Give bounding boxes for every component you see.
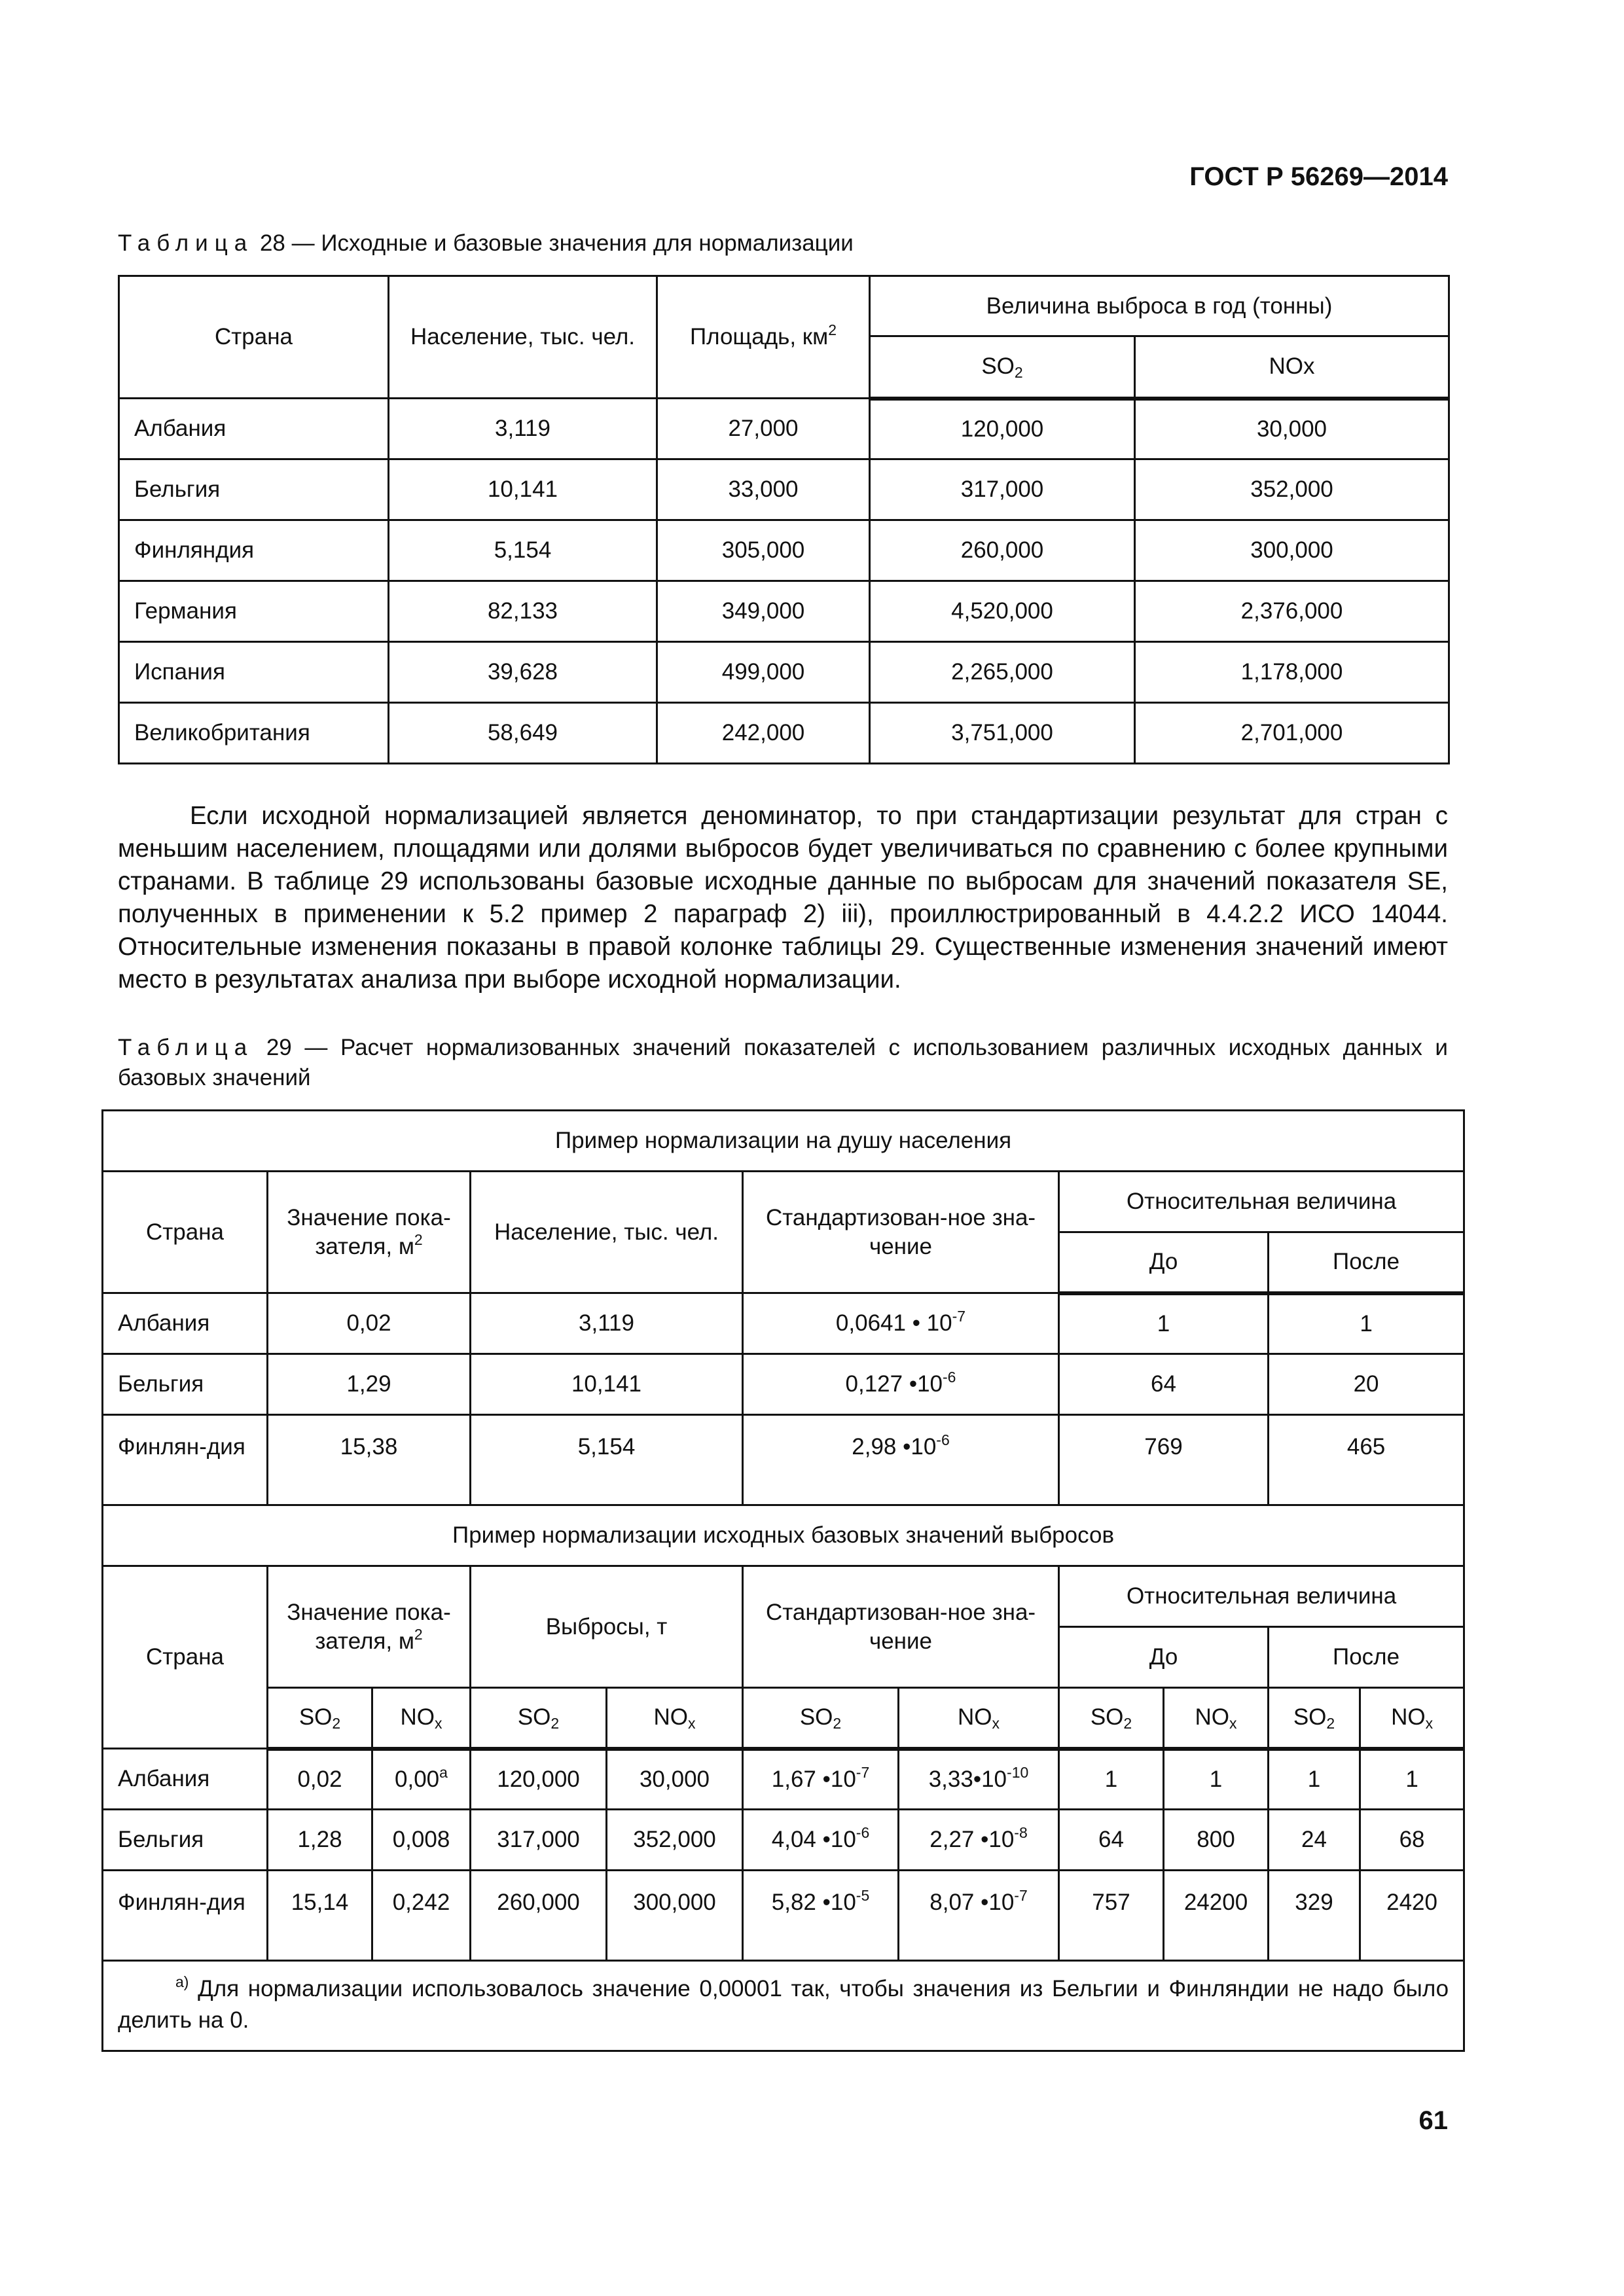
t29-sec2-header-emissions: Выбросы, т — [471, 1566, 743, 1688]
t28-cell-country: Финляндия — [119, 520, 389, 581]
t29-sec2-cell-b-so2: 64 — [1059, 1810, 1164, 1871]
nox-label-sub: x — [688, 1715, 696, 1732]
t28-cell-country: Испания — [119, 642, 389, 703]
t29-sec2-cell-b-nox: 1 — [1164, 1749, 1269, 1810]
t28-cell-population: 39,628 — [389, 642, 657, 703]
t29-sec2-cell-s-so2 — [743, 1871, 899, 1961]
t28-cell-population: 10,141 — [389, 459, 657, 520]
nox-label-sub: x — [1229, 1715, 1237, 1732]
t29-sec2-subheader-nox — [899, 1688, 1059, 1749]
so2-label-sub: 2 — [1123, 1715, 1132, 1732]
t28-header-so2 — [870, 336, 1135, 399]
t29-sec2-cell-v-so2: 15,14 — [268, 1871, 372, 1961]
t29-sec2-cell-e-nox: 300,000 — [607, 1871, 743, 1961]
t28-header-nox: NOx — [1135, 336, 1449, 399]
table28-caption-label: Таблица — [118, 230, 254, 256]
t29-sec2-cell-a-so2: 24 — [1269, 1810, 1360, 1871]
t29-sec2-header-country: Страна — [103, 1566, 268, 1749]
t29-sec1-cell-std — [743, 1293, 1059, 1354]
t29-sec2-cell-a-nox: 1 — [1360, 1749, 1464, 1810]
t29-sec2-cell-s-nox — [899, 1871, 1059, 1961]
t29-sec2-header-before: До — [1059, 1627, 1269, 1688]
footnote-ref: a — [439, 1763, 448, 1781]
nox-label: NO — [653, 1704, 688, 1731]
t29-sec1-title: Пример нормализации на душу населения — [103, 1111, 1464, 1172]
so2-label: SO — [1090, 1704, 1124, 1731]
t29-sec1-cell-std — [743, 1354, 1059, 1415]
t29-sec1-header-value-text: Значение пока-зателя, м — [287, 1204, 451, 1259]
s-so2-exp: -5 — [856, 1887, 870, 1904]
so2-label: SO — [298, 1704, 333, 1731]
t28-cell-nox: 30,000 — [1135, 399, 1449, 459]
t28-cell-population: 3,119 — [389, 399, 657, 459]
t29-sec2-header-rel: Относительная величина — [1059, 1566, 1464, 1627]
t29-sec2-subheader-so2 — [471, 1688, 607, 1749]
t29-sec1-header-value-sup: 2 — [414, 1230, 423, 1248]
t29-sec1-cell-after: 1 — [1269, 1293, 1464, 1354]
t29-sec2-cell-a-nox: 68 — [1360, 1810, 1464, 1871]
t29-sec2-cell-a-so2: 329 — [1269, 1871, 1360, 1961]
v-nox-text: 0,00 — [395, 1766, 440, 1792]
t28-cell-nox: 2,701,000 — [1135, 703, 1449, 764]
t29-sec1-header-country: Страна — [103, 1172, 268, 1293]
t29-sec1-header-rel: Относительная величина — [1059, 1172, 1464, 1232]
so2-label: SO — [517, 1704, 551, 1731]
t29-sec2-cell-country: Бельгия — [103, 1810, 268, 1871]
t29-sec2-subheader-so2 — [743, 1688, 899, 1749]
t29-sec1-cell-population: 3,119 — [471, 1293, 743, 1354]
t29-sec1-std-exp: -6 — [943, 1369, 956, 1386]
t29-sec2-header-value — [268, 1566, 471, 1688]
t29-sec1-cell-population: 5,154 — [471, 1415, 743, 1505]
t29-sec1-header-value — [268, 1172, 471, 1293]
footnote-text: Для нормализации использовалось значение 0,00001 так, чтобы значения из Бельгии и Финляндии не надо было делить на 0. — [118, 1976, 1449, 2033]
t29-sec2-cell-v-nox — [372, 1749, 471, 1810]
t28-cell-area: 33,000 — [657, 459, 870, 520]
t29-sec2-cell-e-so2: 260,000 — [471, 1871, 607, 1961]
t29-sec2-header-after: После — [1269, 1627, 1464, 1688]
table29-caption — [118, 1033, 1448, 1093]
t29-sec1-cell-after: 20 — [1269, 1354, 1464, 1415]
t28-cell-so2: 4,520,000 — [870, 581, 1135, 642]
s-nox-exp: -8 — [1014, 1824, 1028, 1841]
t29-sec1-std-exp: -6 — [936, 1431, 950, 1448]
s-so2-exp: -6 — [856, 1824, 870, 1841]
t29-sec1-std-text: 2,98 •10 — [852, 1434, 937, 1460]
t28-cell-nox: 352,000 — [1135, 459, 1449, 520]
t29-sec1-cell-std — [743, 1415, 1059, 1505]
s-nox-exp: -10 — [1007, 1763, 1029, 1781]
t29-sec2-subheader-so2 — [1269, 1688, 1360, 1749]
t29-sec1-std-text: 0,0641 • 10 — [835, 1310, 952, 1336]
s-so2-text: 5,82 •10 — [771, 1890, 856, 1915]
t29-sec2-header-value-text: Значение пока-зателя, м — [287, 1599, 451, 1654]
nox-label-sub: x — [992, 1715, 1000, 1732]
t29-sec2-subheader-so2 — [268, 1688, 372, 1749]
nox-label: NO — [400, 1704, 435, 1731]
s-nox-exp: -7 — [1014, 1887, 1028, 1904]
t29-sec1-std-exp: -7 — [952, 1308, 966, 1325]
t29-sec1-header-after: После — [1269, 1232, 1464, 1293]
t29-sec1-cell-country: Финлян-дия — [103, 1415, 268, 1505]
t29-sec1-cell-before: 769 — [1059, 1415, 1269, 1505]
table-row — [119, 581, 1449, 642]
t29-sec1-cell-after: 465 — [1269, 1415, 1464, 1505]
t29-sec2-cell-e-so2: 120,000 — [471, 1749, 607, 1810]
t28-cell-area: 242,000 — [657, 703, 870, 764]
s-nox-text: 8,07 •10 — [929, 1890, 1015, 1915]
t29-sec2-subheader-nox — [1164, 1688, 1269, 1749]
t29-sec1-cell-value: 1,29 — [268, 1354, 471, 1415]
t29-sec2-cell-e-nox: 352,000 — [607, 1810, 743, 1871]
so2-label-sub: 2 — [833, 1715, 842, 1732]
t29-sec1-cell-before: 64 — [1059, 1354, 1269, 1415]
t29-sec1-cell-before: 1 — [1059, 1293, 1269, 1354]
s-so2-text: 4,04 •10 — [771, 1827, 856, 1852]
nox-label: NO — [958, 1704, 992, 1731]
t29-sec1-cell-country: Бельгия — [103, 1354, 268, 1415]
t28-cell-area: 27,000 — [657, 399, 870, 459]
t29-sec1-std-text: 0,127 •10 — [845, 1371, 943, 1397]
table-row — [103, 1871, 1464, 1961]
t29-sec2-cell-s-nox — [899, 1749, 1059, 1810]
t29-sec1-cell-country: Албания — [103, 1293, 268, 1354]
t29-sec1-header-population: Население, тыс. чел. — [471, 1172, 743, 1293]
t28-cell-population: 58,649 — [389, 703, 657, 764]
t28-cell-so2: 260,000 — [870, 520, 1135, 581]
table-row — [103, 1749, 1464, 1810]
nox-label-sub: x — [1425, 1715, 1434, 1732]
t28-header-area-sup: 2 — [828, 321, 837, 338]
s-nox-text: 2,27 •10 — [929, 1827, 1015, 1852]
t28-cell-country: Албания — [119, 399, 389, 459]
t29-sec1-cell-value: 15,38 — [268, 1415, 471, 1505]
s-so2-exp: -7 — [856, 1763, 870, 1781]
table-row — [103, 1810, 1464, 1871]
document-code: ГОСТ Р 56269—2014 — [1189, 162, 1448, 191]
table28-caption — [118, 228, 1448, 259]
t29-sec2-cell-e-nox: 30,000 — [607, 1749, 743, 1810]
t29-sec2-header-value-sup: 2 — [414, 1625, 423, 1643]
t28-header-so2-sub: 2 — [1014, 364, 1023, 382]
t29-sec2-cell-s-nox — [899, 1810, 1059, 1871]
t28-cell-so2: 2,265,000 — [870, 642, 1135, 703]
t28-cell-country: Германия — [119, 581, 389, 642]
t28-cell-nox: 300,000 — [1135, 520, 1449, 581]
t29-sec2-cell-a-so2: 1 — [1269, 1749, 1360, 1810]
t29-sec1-header-before: До — [1059, 1232, 1269, 1293]
table29-caption-text: 29 — Расчет нормализованных значений показателей с использованием различных исходных данных и базовых значений — [118, 1035, 1448, 1090]
table29-caption-label: Таблица — [118, 1035, 254, 1060]
t29-sec1-header-std: Стандартизован-ное зна-чение — [743, 1172, 1059, 1293]
t28-header-emission: Величина выброса в год (тонны) — [870, 276, 1449, 336]
t29-sec2-cell-v-so2: 1,28 — [268, 1810, 372, 1871]
t29-sec2-subheader-nox — [1360, 1688, 1464, 1749]
s-nox-text: 3,33•10 — [928, 1766, 1007, 1792]
t28-header-area-text: Площадь, км — [690, 324, 829, 350]
table28-caption-text: 28 — Исходные и базовые значения для нормализации — [259, 230, 854, 256]
t29-sec2-title: Пример нормализации исходных базовых значений выбросов — [103, 1505, 1464, 1566]
t28-cell-nox: 2,376,000 — [1135, 581, 1449, 642]
t29-sec1-cell-value: 0,02 — [268, 1293, 471, 1354]
t28-cell-area: 349,000 — [657, 581, 870, 642]
body-paragraph: Если исходной нормализацией является деноминатор, то при стандартизации результат для стран с меньшим населением, площадями или долями выбросов будет увеличиваться по сравнению с более крупными странами. В таблице 29 использованы базовые исходные данные по выбросам для значений показателя SE, полученных в применении к 5.2 пример 2 параграф 2) iii), проиллюстрированный в 4.4.2.2 ИСО 14044. Относительные изменения показаны в правой колонке таблицы 29. Существенные изменения значений имеют место в результатах анализа при выборе исходной нормализации. — [118, 802, 1448, 994]
t28-cell-population: 5,154 — [389, 520, 657, 581]
table-row — [119, 520, 1449, 581]
t28-cell-country: Великобритания — [119, 703, 389, 764]
t29-sec2-cell-v-nox: 0,008 — [372, 1810, 471, 1871]
t28-cell-nox: 1,178,000 — [1135, 642, 1449, 703]
t28-cell-area: 305,000 — [657, 520, 870, 581]
page-number: 61 — [1418, 2106, 1448, 2135]
table-row — [119, 399, 1449, 459]
table-row — [119, 703, 1449, 764]
t28-cell-so2: 120,000 — [870, 399, 1135, 459]
table-29 — [101, 1109, 1465, 2052]
t28-cell-area: 499,000 — [657, 642, 870, 703]
table-row — [103, 1293, 1464, 1354]
t29-sec2-cell-country: Финлян-дия — [103, 1871, 268, 1961]
s-so2-text: 1,67 •10 — [771, 1766, 856, 1792]
t29-sec1-cell-population: 10,141 — [471, 1354, 743, 1415]
t29-sec2-cell-b-so2: 757 — [1059, 1871, 1164, 1961]
t29-sec2-cell-b-nox: 24200 — [1164, 1871, 1269, 1961]
nox-label: NO — [1195, 1704, 1229, 1731]
t28-cell-so2: 3,751,000 — [870, 703, 1135, 764]
so2-label-sub: 2 — [332, 1715, 341, 1732]
t29-sec2-subheader-nox — [372, 1688, 471, 1749]
t29-sec2-cell-s-so2 — [743, 1749, 899, 1810]
t28-cell-country: Бельгия — [119, 459, 389, 520]
t28-header-country: Страна — [119, 276, 389, 399]
nox-label: NO — [1391, 1704, 1426, 1731]
table-row — [119, 459, 1449, 520]
table-row — [103, 1415, 1464, 1505]
t29-sec2-header-std: Стандартизован-ное зна-чение — [743, 1566, 1059, 1688]
t29-sec2-cell-b-so2: 1 — [1059, 1749, 1164, 1810]
nox-label-sub: x — [435, 1715, 442, 1732]
so2-label-sub: 2 — [1326, 1715, 1335, 1732]
t28-header-population: Население, тыс. чел. — [389, 276, 657, 399]
t29-sec2-cell-a-nox: 2420 — [1360, 1871, 1464, 1961]
table-row — [119, 642, 1449, 703]
t29-sec2-cell-b-nox: 800 — [1164, 1810, 1269, 1871]
t28-cell-population: 82,133 — [389, 581, 657, 642]
so2-label-sub: 2 — [550, 1715, 560, 1732]
t29-sec2-cell-country: Албания — [103, 1749, 268, 1810]
table-28 — [118, 275, 1450, 764]
t28-cell-so2: 317,000 — [870, 459, 1135, 520]
t29-sec2-cell-v-nox: 0,242 — [372, 1871, 471, 1961]
t28-header-so2-text: SO — [981, 353, 1015, 380]
so2-label: SO — [1293, 1704, 1327, 1731]
t29-sec2-subheader-so2 — [1059, 1688, 1164, 1749]
footnote-mark: a) — [175, 1973, 189, 1990]
t29-footnote — [103, 1961, 1464, 2051]
t29-sec2-cell-s-so2 — [743, 1810, 899, 1871]
t28-header-area — [657, 276, 870, 399]
so2-label: SO — [799, 1704, 833, 1731]
t29-sec2-subheader-nox — [607, 1688, 743, 1749]
t29-sec2-cell-e-so2: 317,000 — [471, 1810, 607, 1871]
t29-sec2-cell-v-so2: 0,02 — [268, 1749, 372, 1810]
table-row — [103, 1354, 1464, 1415]
